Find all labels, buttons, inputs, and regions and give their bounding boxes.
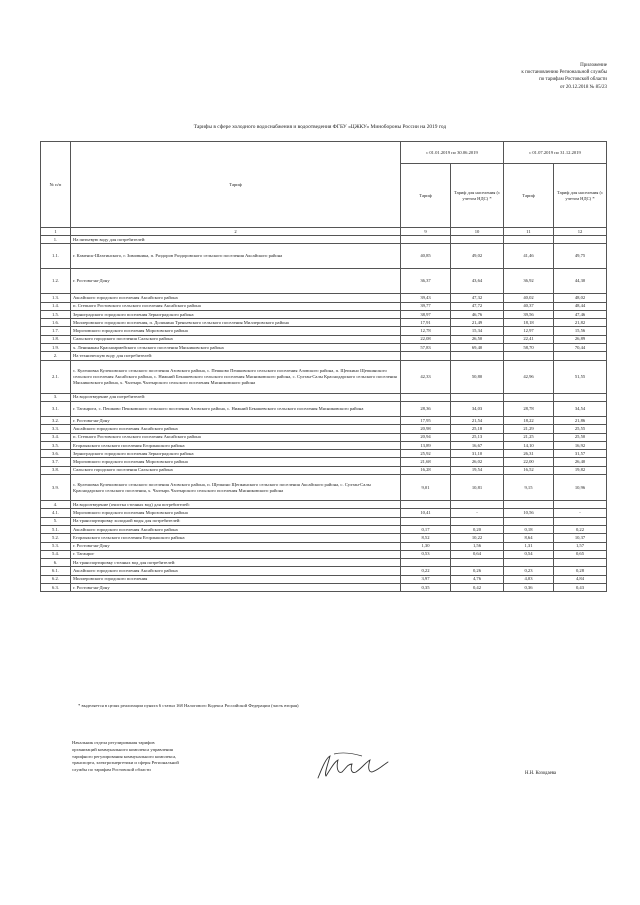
footnote: * выделяется в целях реализации пункта 6 статьи 168 Налогового Кодекса Российской Федерации (часть вторая) bbox=[78, 703, 299, 708]
row-label: Миллеровского городского поселения bbox=[71, 575, 401, 583]
row-label: Зерноградского городского поселения Зерноградского района bbox=[71, 310, 401, 318]
population-value-h2: 0,43 bbox=[554, 584, 607, 592]
tariff-value-h1: 20,98 bbox=[401, 425, 451, 433]
row-label: Аксайского городского поселения Аксайского района bbox=[71, 525, 401, 533]
empty-cell bbox=[401, 236, 451, 244]
tariff-value-h1: 39,77 bbox=[401, 302, 451, 310]
row-number: 2.1. bbox=[41, 360, 71, 393]
row-number: 6.3. bbox=[41, 584, 71, 592]
row-label: г. Таганрог bbox=[71, 550, 401, 558]
tariff-value-h2: 0,18 bbox=[504, 525, 554, 533]
row-label: с. Кулешовка Кулешовского сельского поселения Азовского района, с. Пешково Пешковского сельского поселения Азовского района, п. Щепкино Щепкинского сельского поселения Аксайского района, с. Нижний Бекашевского сельского поселения Мясниковского района, с. Султан-Салы Краснодарского сельского поселения Мясниковского района, х. Чалтырь Чалтырского сельского поселения Мясниковского района bbox=[71, 360, 401, 393]
row-number: 5.4. bbox=[41, 550, 71, 558]
section-row bbox=[41, 393, 607, 401]
tariff-table-body bbox=[41, 142, 607, 592]
section-row bbox=[41, 517, 607, 525]
table-row bbox=[41, 433, 607, 441]
tariff-value-h2: 0,23 bbox=[504, 567, 554, 575]
table-row bbox=[41, 327, 607, 335]
tariff-value-h1: 0,22 bbox=[401, 567, 451, 575]
tariff-value-h1: 8,52 bbox=[401, 534, 451, 542]
row-label: г. Ростова-на-Дону bbox=[71, 542, 401, 550]
section-label: На водоотведение (очистка сточных вод) для потребителей: bbox=[71, 501, 401, 509]
row-number: 2. bbox=[41, 352, 71, 360]
empty-cell bbox=[554, 501, 607, 509]
table-row bbox=[41, 401, 607, 416]
row-number: 3.7. bbox=[41, 458, 71, 466]
tariff-value-h2: 36,92 bbox=[504, 269, 554, 294]
table-row bbox=[41, 310, 607, 318]
population-value-h1: 0,42 bbox=[451, 584, 504, 592]
tariff-value-h1: 57,83 bbox=[401, 344, 451, 352]
row-number: 3.9. bbox=[41, 475, 71, 501]
table-row bbox=[41, 441, 607, 449]
row-label: Аксайского городского поселения Аксайского района bbox=[71, 294, 401, 302]
tariff-value-h1: 0,35 bbox=[401, 584, 451, 592]
population-value-h1: 21,54 bbox=[451, 416, 504, 424]
empty-cell bbox=[504, 236, 554, 244]
tariff-value-h2: 18,18 bbox=[504, 319, 554, 327]
row-label: х. Ленинакан Красноармейского сельского поселения Мясниковского района bbox=[71, 344, 401, 352]
row-number: 1.6. bbox=[41, 319, 71, 327]
row-number: 5.1. bbox=[41, 525, 71, 533]
table-row bbox=[41, 335, 607, 343]
population-value-h2: 25,55 bbox=[554, 425, 607, 433]
population-value-h2: 4,84 bbox=[554, 575, 607, 583]
table-row bbox=[41, 525, 607, 533]
table-row bbox=[41, 542, 607, 550]
empty-cell bbox=[554, 393, 607, 401]
tariff-value-h2: 21,25 bbox=[504, 433, 554, 441]
population-value-h2: 48,44 bbox=[554, 302, 607, 310]
empty-cell bbox=[451, 517, 504, 525]
table-row bbox=[41, 575, 607, 583]
population-value-h2: 10,37 bbox=[554, 534, 607, 542]
population-value-h1: 49,02 bbox=[451, 244, 504, 269]
row-label: Сальского городского поселения Сальского района bbox=[71, 466, 401, 474]
signature-block bbox=[72, 740, 247, 774]
signer-position-line: транспорта, электроэнергетики и сферы Региональной bbox=[72, 760, 179, 766]
population-value-h2: 21,82 bbox=[554, 319, 607, 327]
population-value-h2: 0,22 bbox=[554, 525, 607, 533]
table-row bbox=[41, 425, 607, 433]
population-value-h1: 21,49 bbox=[451, 319, 504, 327]
row-label: Егорлыкского сельского поселения Егорлыкского района bbox=[71, 441, 401, 449]
empty-cell bbox=[554, 559, 607, 567]
population-value-h1: 0,64 bbox=[451, 550, 504, 558]
header-tariff-2: Тариф bbox=[504, 164, 554, 228]
row-label: Морозовского городского поселения Морозовского района bbox=[71, 458, 401, 466]
table-row bbox=[41, 294, 607, 302]
row-number: 3. bbox=[41, 393, 71, 401]
column-numbers-row bbox=[41, 228, 607, 236]
population-value-h2: 26,40 bbox=[554, 458, 607, 466]
row-label: г. Ростова-на-Дону bbox=[71, 269, 401, 294]
tariff-value-h2: 28,78 bbox=[504, 401, 554, 416]
section-label: На питьевую воду для потребителей: bbox=[71, 236, 401, 244]
header-population-2: Тариф для населения (с учетом НДС) * bbox=[554, 164, 607, 228]
table-row bbox=[41, 244, 607, 269]
section-label: На водоотведение для потребителей: bbox=[71, 393, 401, 401]
signer-position-line: организаций коммунального комплекса управления bbox=[72, 746, 173, 752]
table-row bbox=[41, 319, 607, 327]
tariff-value-h2: 40,02 bbox=[504, 294, 554, 302]
section-label: На транспортировку сточных вод для потребителей: bbox=[71, 559, 401, 567]
table-row bbox=[41, 458, 607, 466]
column-number: 9 bbox=[401, 228, 451, 236]
table-row bbox=[41, 344, 607, 352]
empty-cell bbox=[554, 517, 607, 525]
population-value-h2: 31,57 bbox=[554, 450, 607, 458]
empty-cell bbox=[401, 352, 451, 360]
population-value-h2: 19,82 bbox=[554, 466, 607, 474]
row-label: г. Ростова-на-Дону bbox=[71, 584, 401, 592]
section-row bbox=[41, 352, 607, 360]
row-number: 1.8. bbox=[41, 335, 71, 343]
population-value-h2: 25,50 bbox=[554, 433, 607, 441]
population-value-h1: 26,50 bbox=[451, 335, 504, 343]
tariff-value-h1: 3,97 bbox=[401, 575, 451, 583]
table-row bbox=[41, 550, 607, 558]
empty-cell bbox=[504, 517, 554, 525]
tariff-value-h1: 21,68 bbox=[401, 458, 451, 466]
tariff-value-h1: 10,41 bbox=[401, 509, 451, 517]
tariff-value-h1: 17,91 bbox=[401, 319, 451, 327]
row-number: 1.9. bbox=[41, 344, 71, 352]
population-value-h1: 47,72 bbox=[451, 302, 504, 310]
tariff-value-h2: 21,29 bbox=[504, 425, 554, 433]
table-row bbox=[41, 584, 607, 592]
table-row bbox=[41, 269, 607, 294]
tariff-value-h1: 42,33 bbox=[401, 360, 451, 393]
empty-cell bbox=[401, 393, 451, 401]
tariff-value-h1: 36,37 bbox=[401, 269, 451, 294]
tariff-value-h1: 22,08 bbox=[401, 335, 451, 343]
population-value-h1: 69,40 bbox=[451, 344, 504, 352]
appendix-line: к постановлению Региональной службы bbox=[521, 70, 607, 76]
empty-cell bbox=[401, 501, 451, 509]
section-label: На техническую воду для потребителей: bbox=[71, 352, 401, 360]
tariff-value-h2: 1,31 bbox=[504, 542, 554, 550]
row-label: Аксайского городского поселения Аксайского района bbox=[71, 567, 401, 575]
tariff-table bbox=[40, 141, 607, 592]
tariff-value-h2: 41,46 bbox=[504, 244, 554, 269]
population-value-h2: 1,57 bbox=[554, 542, 607, 550]
row-number: 6.2. bbox=[41, 575, 71, 583]
population-value-h2: 48,02 bbox=[554, 294, 607, 302]
empty-cell bbox=[504, 501, 554, 509]
empty-cell bbox=[401, 559, 451, 567]
row-number: 6. bbox=[41, 559, 71, 567]
column-number: 1 bbox=[41, 228, 71, 236]
population-value-h2: 16,92 bbox=[554, 441, 607, 449]
population-value-h2: 26,89 bbox=[554, 335, 607, 343]
header-period-2: с 01.07.2019 по 31.12.2019 bbox=[504, 142, 607, 164]
population-value-h1: 46,76 bbox=[451, 310, 504, 318]
row-number: 5.2. bbox=[41, 534, 71, 542]
tariff-value-h2: 22,41 bbox=[504, 335, 554, 343]
table-row bbox=[41, 475, 607, 501]
tariff-value-h2: 40,37 bbox=[504, 302, 554, 310]
population-value-h2: - bbox=[554, 509, 607, 517]
population-value-h1: 10,22 bbox=[451, 534, 504, 542]
section-label: На транспортировку холодной воды для потребителей: bbox=[71, 517, 401, 525]
tariff-value-h1: 38,97 bbox=[401, 310, 451, 318]
population-value-h2: 51,55 bbox=[554, 360, 607, 393]
empty-cell bbox=[504, 559, 554, 567]
header-tariff: Тариф bbox=[71, 142, 401, 228]
column-number: 2 bbox=[71, 228, 401, 236]
population-value-h2: 34,54 bbox=[554, 401, 607, 416]
population-value-h1: 16,67 bbox=[451, 441, 504, 449]
tariff-value-h2: 18,22 bbox=[504, 416, 554, 424]
tariff-value-h1: 16,28 bbox=[401, 466, 451, 474]
section-row bbox=[41, 236, 607, 244]
row-number: 3.6. bbox=[41, 450, 71, 458]
empty-cell bbox=[504, 393, 554, 401]
empty-cell bbox=[451, 559, 504, 567]
population-value-h1: 31,10 bbox=[451, 450, 504, 458]
row-label: Аксайского городского поселения Аксайского района bbox=[71, 425, 401, 433]
population-value-h1: - bbox=[451, 509, 504, 517]
appendix-line: от 20.12.2018 № 85/23 bbox=[559, 84, 607, 90]
empty-cell bbox=[451, 236, 504, 244]
row-label: Зерноградского городского поселения Зерноградского района bbox=[71, 450, 401, 458]
population-value-h1: 47,32 bbox=[451, 294, 504, 302]
population-value-h1: 50,80 bbox=[451, 360, 504, 393]
population-value-h2: 44,30 bbox=[554, 269, 607, 294]
table-row bbox=[41, 534, 607, 542]
row-label: Сальского городского поселения Сальского района bbox=[71, 335, 401, 343]
signer-position-line: тарифного регулирования коммунального комплекса, bbox=[72, 753, 177, 759]
tariff-value-h2: 4,03 bbox=[504, 575, 554, 583]
tariff-value-h1: 20,94 bbox=[401, 433, 451, 441]
tariff-value-h1: 1,30 bbox=[401, 542, 451, 550]
tariff-value-h1: 0,17 bbox=[401, 525, 451, 533]
tariff-value-h1: 25,92 bbox=[401, 450, 451, 458]
section-row bbox=[41, 501, 607, 509]
empty-cell bbox=[401, 517, 451, 525]
section-row bbox=[41, 559, 607, 567]
row-label: г. Таганрога, с. Пешково Пешковского сельского поселения Азовского района, с. Нижний Бекашевского сельского поселения Мясниковского района bbox=[71, 401, 401, 416]
row-number: 1.3. bbox=[41, 294, 71, 302]
table-row bbox=[41, 360, 607, 393]
population-value-h1: 25,13 bbox=[451, 433, 504, 441]
tariff-value-h2: 10,56 bbox=[504, 509, 554, 517]
population-value-h2: 15,56 bbox=[554, 327, 607, 335]
tariff-value-h1: 17,95 bbox=[401, 416, 451, 424]
population-value-h2: 0,65 bbox=[554, 550, 607, 558]
appendix-header bbox=[407, 62, 607, 91]
header-period-1: с 01.01.2019 по 30.06.2019 bbox=[401, 142, 504, 164]
column-number: 12 bbox=[554, 228, 607, 236]
signer-name: Н.Н. Козодаева bbox=[525, 771, 557, 776]
header-num: № п/п bbox=[41, 142, 71, 228]
tariff-value-h1: 40,85 bbox=[401, 244, 451, 269]
population-value-h1: 4,76 bbox=[451, 575, 504, 583]
empty-cell bbox=[554, 236, 607, 244]
appendix-line: Приложение bbox=[580, 63, 607, 68]
population-value-h1: 19,54 bbox=[451, 466, 504, 474]
population-value-h1: 0,20 bbox=[451, 525, 504, 533]
population-value-h2: 0,28 bbox=[554, 567, 607, 575]
row-number: 3.5. bbox=[41, 441, 71, 449]
row-label: с. Кулешовка Кулешовского сельского поселения Азовского района, п. Щепкино Щепкинского сельского поселения Аксайского района, с. Султан-Салы Краснодарского сельского поселения, х. Чалтырь Чалтырского сельского поселения Мясниковского района bbox=[71, 475, 401, 501]
document-title: Тарифы в сфере холодного водоснабжения и водоотведения ФГБУ «ЦЖКУ» Минобороны России на 2019 год bbox=[193, 124, 447, 130]
population-value-h1: 43,64 bbox=[451, 269, 504, 294]
tariff-value-h2: 12,97 bbox=[504, 327, 554, 335]
population-value-h1: 26,02 bbox=[451, 458, 504, 466]
signer-position-line: Начальник отдела регулирования тарифов bbox=[72, 740, 155, 745]
row-number: 3.1. bbox=[41, 401, 71, 416]
tariff-value-h2: 22,00 bbox=[504, 458, 554, 466]
table-row bbox=[41, 567, 607, 575]
population-value-h2: 70,44 bbox=[554, 344, 607, 352]
row-number: 1. bbox=[41, 236, 71, 244]
table-row bbox=[41, 509, 607, 517]
row-label: п. Степного Ростовского сельского поселения Аксайского района bbox=[71, 433, 401, 441]
population-value-h1: 34,03 bbox=[451, 401, 504, 416]
population-value-h2: 49,75 bbox=[554, 244, 607, 269]
row-number: 5. bbox=[41, 517, 71, 525]
tariff-value-h2: 0,36 bbox=[504, 584, 554, 592]
header-tariff-1: Тариф bbox=[401, 164, 451, 228]
tariff-value-h2: 26,31 bbox=[504, 450, 554, 458]
population-value-h1: 0,26 bbox=[451, 567, 504, 575]
row-label: г. Каменск-Шахтинского, г. Зимовника, п. Раздоров Раздоровского сельского поселения Аксайского района bbox=[71, 244, 401, 269]
table-row bbox=[41, 416, 607, 424]
row-number: 1.7. bbox=[41, 327, 71, 335]
tariff-value-h1: 0,53 bbox=[401, 550, 451, 558]
column-number: 10 bbox=[451, 228, 504, 236]
population-value-h2: 47,46 bbox=[554, 310, 607, 318]
appendix-line: по тарифам Ростовской области bbox=[539, 77, 607, 83]
empty-cell bbox=[504, 352, 554, 360]
row-label: Морозовского городского поселения Морозовского района bbox=[71, 327, 401, 335]
tariff-value-h2: 16,52 bbox=[504, 466, 554, 474]
row-label: г. Ростова-на-Дону bbox=[71, 416, 401, 424]
empty-cell bbox=[451, 393, 504, 401]
tariff-value-h2: 42,96 bbox=[504, 360, 554, 393]
tariff-value-h2: 14,10 bbox=[504, 441, 554, 449]
row-number: 3.3. bbox=[41, 425, 71, 433]
row-label: Егорлыкского сельского поселения Егорлыкского района bbox=[71, 534, 401, 542]
row-number: 4. bbox=[41, 501, 71, 509]
population-value-h1: 1,56 bbox=[451, 542, 504, 550]
population-value-h1: 10,81 bbox=[451, 475, 504, 501]
row-number: 1.5. bbox=[41, 310, 71, 318]
signer-position-line: службы по тарифам Ростовской области bbox=[72, 767, 151, 773]
empty-cell bbox=[451, 352, 504, 360]
table-header-row bbox=[41, 142, 607, 164]
header-population-1: Тариф для населения (с учетом НДС) * bbox=[451, 164, 504, 228]
tariff-value-h2: 8,64 bbox=[504, 534, 554, 542]
empty-cell bbox=[451, 501, 504, 509]
tariff-value-h1: 28,36 bbox=[401, 401, 451, 416]
table-row bbox=[41, 302, 607, 310]
tariff-value-h1: 12,78 bbox=[401, 327, 451, 335]
row-number: 1.2. bbox=[41, 269, 71, 294]
table-row bbox=[41, 450, 607, 458]
table-row bbox=[41, 466, 607, 474]
tariff-value-h1: 39,43 bbox=[401, 294, 451, 302]
tariff-value-h2: 9,15 bbox=[504, 475, 554, 501]
row-number: 4.1. bbox=[41, 509, 71, 517]
population-value-h2: 10,96 bbox=[554, 475, 607, 501]
row-number: 3.2. bbox=[41, 416, 71, 424]
row-label: п. Степного Ростовского сельского поселения Аксайского района bbox=[71, 302, 401, 310]
row-label: Морозовского городского поселения Морозовского района bbox=[71, 509, 401, 517]
column-number: 11 bbox=[504, 228, 554, 236]
tariff-value-h2: 58,70 bbox=[504, 344, 554, 352]
row-number: 6.1. bbox=[41, 567, 71, 575]
handwritten-signature bbox=[312, 750, 392, 784]
row-number: 3.4. bbox=[41, 433, 71, 441]
empty-cell bbox=[554, 352, 607, 360]
tariff-value-h1: 13,89 bbox=[401, 441, 451, 449]
row-number: 3.8. bbox=[41, 466, 71, 474]
row-label: Миллеровского городского поселения, п. Долинина Треньевского сельского поселения Миллеровского района bbox=[71, 319, 401, 327]
row-number: 1.4. bbox=[41, 302, 71, 310]
row-number: 1.1. bbox=[41, 244, 71, 269]
tariff-value-h2: 39,56 bbox=[504, 310, 554, 318]
population-value-h2: 21,86 bbox=[554, 416, 607, 424]
tariff-value-h2: 0,54 bbox=[504, 550, 554, 558]
row-number: 5.3. bbox=[41, 542, 71, 550]
population-value-h1: 15,34 bbox=[451, 327, 504, 335]
tariff-value-h1: 9,01 bbox=[401, 475, 451, 501]
population-value-h1: 25,18 bbox=[451, 425, 504, 433]
